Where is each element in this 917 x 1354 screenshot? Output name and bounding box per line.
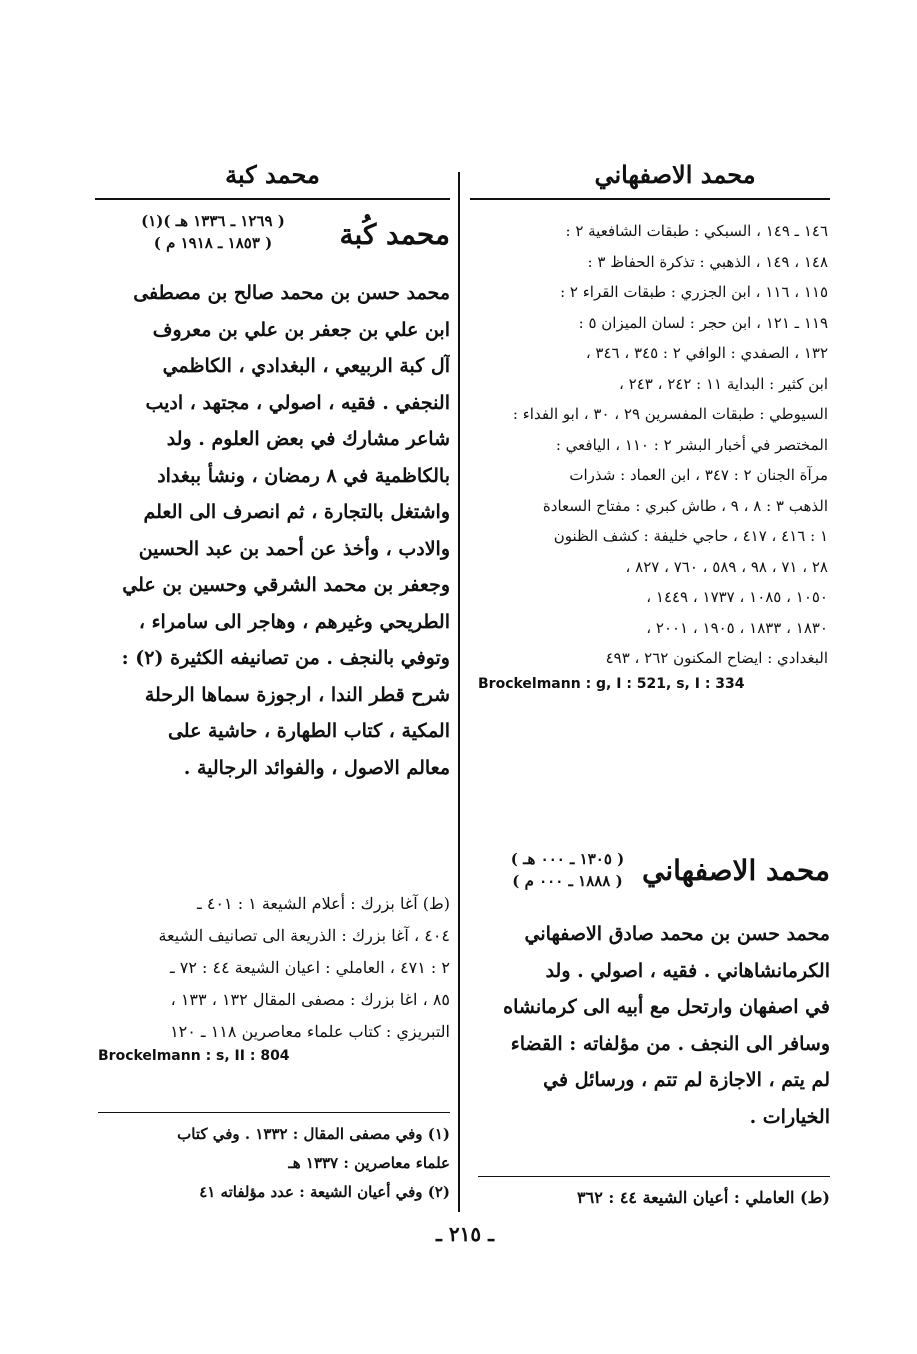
page-number: ـ ٢١٥ ـ <box>436 1222 494 1246</box>
reference-line: ١٠٥٠ ، ١٠٨٥ ، ١٧٣٧ ، ١٤٤٩ ، <box>646 588 828 606</box>
footnote-line: علماء معاصرين : ١٣٣٧ هـ <box>288 1154 450 1172</box>
reference-line: ١١٥ ، ١١٦ ، ابن الجزري : طبقات القراء ٢ : <box>560 283 828 301</box>
body-line: محمد حسن بن محمد صادق الاصفهاني <box>524 923 830 945</box>
entry-body-kubba <box>98 275 450 786</box>
header-rule-left <box>95 198 450 200</box>
body-line: واشتغل بالتجارة ، ثم انصرف الى العلم <box>143 501 450 523</box>
entry-name: محمد الاصفهاني <box>642 854 830 887</box>
body-line: في اصفهان وارتحل مع أبيه الى كرمانشاه <box>503 996 830 1018</box>
source-line: ٨٥ ، اغا بزرك : مصفى المقال ١٣٢ ، ١٣٣ ، <box>170 990 450 1009</box>
body-line: آل كبة الربيعي ، البغدادي ، الكاظمي <box>162 355 450 377</box>
body-line: محمد حسن بن محمد صالح بن مصطفى <box>133 282 450 304</box>
body-line: شاعر مشارك في بعض العلوم . ولد <box>166 428 450 450</box>
reference-line: ١٤٦ ـ ١٤٩ ، السبكي : طبقات الشافعية ٢ : <box>565 222 828 240</box>
body-line: ابن علي بن جعفر بن علي بن معروف <box>152 318 450 341</box>
entry-name: محمد كُبة <box>339 218 450 251</box>
body-line: وجعفر بن محمد الشرقي وحسين بن علي <box>122 574 450 596</box>
source-line: التبريزي : كتاب علماء معاصرين ١١٨ ـ ١٢٠ <box>170 1022 450 1041</box>
reference-line: ١١٩ ـ ١٢١ ، ابن حجر : لسان الميزان ٥ : <box>578 313 828 332</box>
entry-heading-kubba <box>98 208 450 268</box>
body-line: المكية ، كتاب الطهارة ، حاشية على <box>167 720 450 742</box>
entry-body-isfahani <box>478 916 830 1135</box>
source-line: (ط) آغا بزرك : أعلام الشيعة ١ : ٤٠١ ـ <box>197 894 450 913</box>
entry-dates <box>98 210 328 254</box>
dates-hijri: ( ١٣٠٥ ـ ٠٠٠ هـ ) <box>510 850 625 868</box>
source-rule-right <box>478 1176 830 1177</box>
entry-dates <box>490 848 645 892</box>
column-divider <box>458 172 460 1212</box>
body-line: الخيارات . <box>749 1105 830 1128</box>
reference-line: ١ : ٤١٦ ، ٤١٧ ، حاجي خليفة : كشف الظنون <box>553 527 828 545</box>
reference-line: ٢٨ ، ٧١ ، ٩٨ ، ٥٨٩ ، ٧٦٠ ، ٨٢٧ ، <box>625 557 828 576</box>
reference-line: مرآة الجنان ٢ : ٣٤٧ ، ابن العماد : شذرات <box>569 466 828 484</box>
footnotes <box>98 1120 450 1207</box>
body-line: الطريحي وغيرهم ، وهاجر الى سامراء ، <box>138 610 450 633</box>
dates-hijri: ( ١٢٦٩ ـ ١٣٣٦ هـ )(١) <box>141 212 285 230</box>
brockelmann-reference: Brockelmann : s, II : 804 <box>98 1048 290 1064</box>
dates-gregorian: ( ١٨٥٣ ـ ١٩١٨ م ) <box>153 234 273 252</box>
entry-sources-kubba <box>98 888 450 1064</box>
body-line: لم يتم ، الاجازة لم تتم ، ورسائل في <box>543 1069 830 1091</box>
body-line: الكرمانشاهاني . فقيه ، اصولي . ولد <box>545 959 830 982</box>
running-header-left: محمد كبة <box>225 160 320 189</box>
entry-source-isfahani: (ط) العاملي : أعيان الشيعة ٤٤ : ٣٦٢ <box>577 1188 830 1207</box>
reference-line: ١٣٢ ، الصفدي : الوافي ٢ : ٣٤٥ ، ٣٤٦ ، <box>585 344 828 362</box>
body-line: معالم الاصول ، والفوائد الرجالية . <box>183 756 450 779</box>
footnote-line: (١) وفي مصفى المقال : ١٣٣٢ . وفي كتاب <box>177 1125 450 1143</box>
reference-list <box>478 216 828 674</box>
entry-heading-isfahani <box>490 846 830 902</box>
reference-line: المختصر في أخبار البشر ٢ : ١١٠ ، اليافعي : <box>555 435 828 454</box>
reference-line: الذهب ٣ : ٨ ، ٩ ، طاش كبري : مفتاح السعادة <box>542 496 828 515</box>
body-line: بالكاظمية في ٨ رمضان ، ونشأ ببغداد <box>157 464 450 487</box>
body-line: والادب ، وأخذ عن أحمد بن عبد الحسين <box>138 537 450 560</box>
footnote-line: (٢) وفي أعيان الشيعة : عدد مؤلفاته ٤١ <box>199 1183 450 1201</box>
reference-line: السيوطي : طبقات المفسرين ٢٩ ، ٣٠ ، ابو الفداء : <box>512 405 828 423</box>
running-header-right: محمد الاصفهاني <box>594 160 756 189</box>
reference-line: ١٨٣٠ ، ١٨٣٣ ، ١٩٠٥ ، ٢٠٠١ ، <box>646 618 828 637</box>
body-line: النجفي . فقيه ، اصولي ، مجتهد ، اديب <box>145 391 450 414</box>
source-line: ٤٠٤ ، آغا بزرك : الذريعة الى تصانيف الشيعة <box>158 926 450 945</box>
reference-line: البغدادي : ايضاح المكنون ٢٦٢ ، ٤٩٣ <box>605 649 828 667</box>
reference-line: ابن كثير : البداية ١١ : ٢٤٢ ، ٢٤٣ ، <box>619 374 828 393</box>
dates-gregorian: ( ١٨٨٨ ـ ٠٠٠ م ) <box>512 872 623 890</box>
footnote-rule <box>98 1112 450 1113</box>
reference-line: ١٤٨ ، ١٤٩ ، الذهبي : تذكرة الحفاظ ٣ : <box>587 252 828 271</box>
header-rule-right <box>470 198 830 200</box>
body-line: وسافر الى النجف . من مؤلفاته : القضاء <box>510 1032 830 1055</box>
body-line: وتوفي بالنجف . من تصانيفه الكثيرة (٢) : <box>121 647 450 669</box>
brockelmann-reference: Brockelmann : g, I : 521, s, I : 334 <box>478 675 745 692</box>
body-line: شرح قطر الندا ، ارجوزة سماها الرحلة <box>144 683 450 706</box>
source-line: ٢ : ٤٧١ ، العاملي : اعيان الشيعة ٤٤ : ٧٢ ـ <box>169 958 450 977</box>
right-column <box>478 216 828 692</box>
